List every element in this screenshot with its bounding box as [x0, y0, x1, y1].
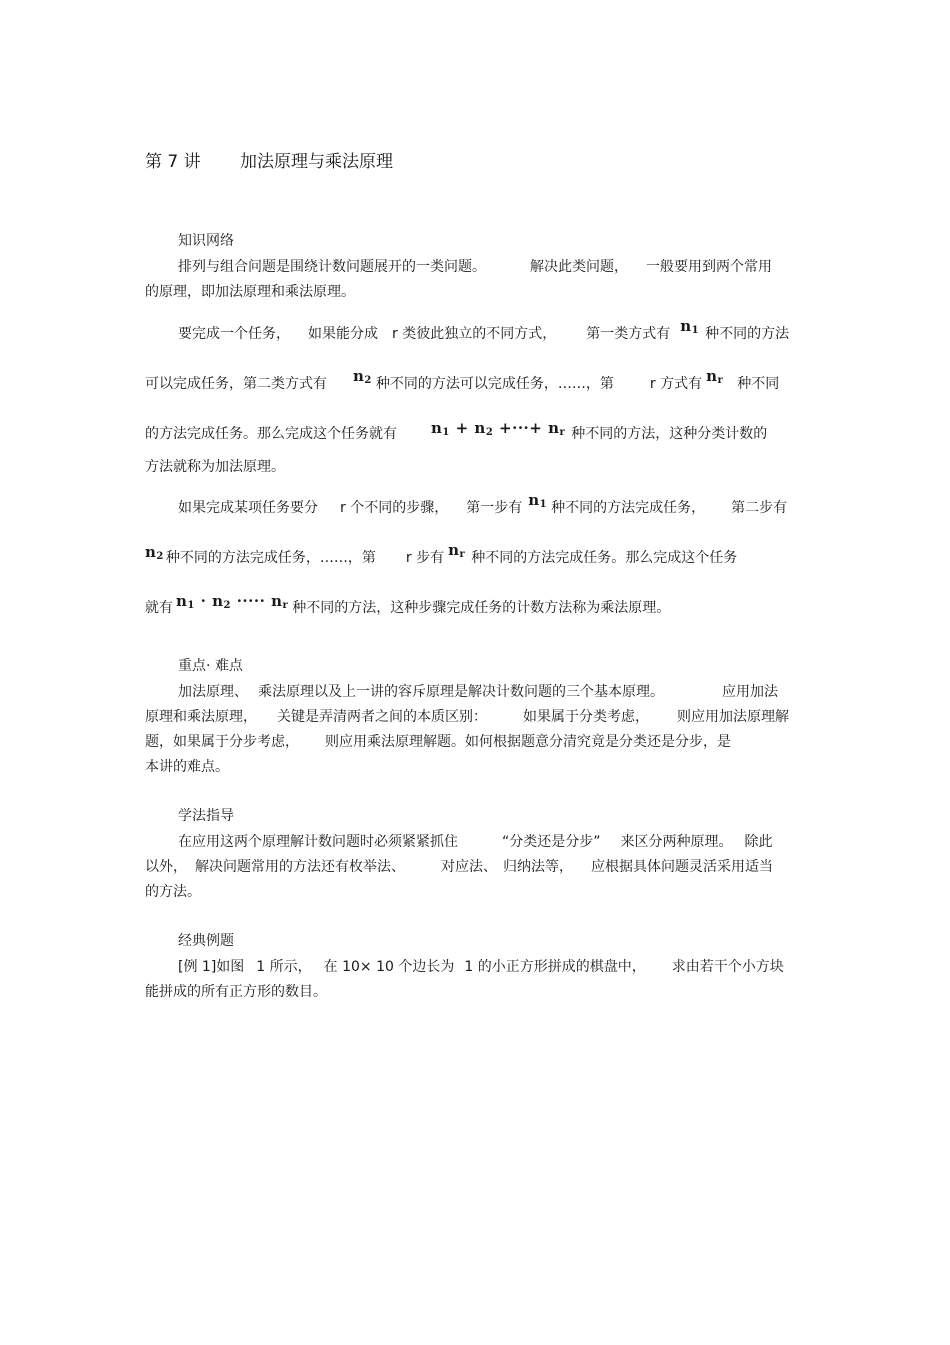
formula-sum: n1 + n2 +···+ nr: [431, 419, 566, 438]
network-p2-line4: 方法就称为加法原理。: [145, 459, 285, 475]
page-title: 加法原理与乘法原理: [240, 152, 393, 172]
formula-n2: n2: [353, 367, 372, 386]
network-p2-line1: 要完成一个任务， 如果能分成 r 类彼此独立的不同方式， 第一类方式有 n1 种不同的方法: [178, 317, 790, 342]
method-line3: 的方法。: [145, 884, 201, 900]
formula-n1-step: n1: [528, 491, 548, 510]
network-p2-line3: 的方法完成任务。那么完成这个任务就有 n1 + n2 +···+ nr 种不同的方法，这种分类计数的: [145, 419, 768, 442]
network-p1-line1: 排列与组合问题是围绕计数问题展开的一类问题。 解决此类问题， 一般要用到两个常用: [178, 259, 772, 275]
formula-n1: n1: [680, 317, 700, 336]
network-p3-line1: 如果完成某项任务要分 r 个不同的步骤， 第一步有 n1 种不同的方法完成任务， 第二步有: [178, 491, 788, 516]
network-p3-line3: 就有 n1 · n2 ····· nr 种不同的方法，这种步骤完成任务的计数方法称为乘法原理。: [145, 592, 671, 616]
key-line4: 本讲的难点。: [145, 759, 229, 775]
lecture-number: 第 7 讲: [145, 152, 201, 172]
method-line2: 以外， 解决问题常用的方法还有枚举法、 对应法、 归纳法等， 应根据具体问题灵活采用适当: [145, 859, 773, 875]
formula-product: n1 · n2 ····· nr: [176, 592, 289, 611]
key-line2: 原理和乘法原理， 关键是弄清两者之间的本质区别： 如果属于分类考虑， 则应用加法原理解: [145, 709, 789, 725]
network-p1-line2: 的原理，即加法原理和乘法原理。: [145, 284, 355, 300]
key-line1: 加法原理、 乘法原理以及上一讲的容斥原理是解决计数问题的三个基本原理。 应用加法: [178, 684, 778, 700]
example1-line1: [例 1]如图 1 所示， 在 10× 10 个边长为 1 的小正方形拼成的棋盘中， 求由若干个小方块: [178, 959, 784, 975]
section-heading-network: 知识网络: [178, 233, 234, 249]
example1-line2: 能拼成的所有正方形的数目。: [145, 984, 327, 1000]
section-heading-key: 重点· 难点: [178, 658, 243, 674]
method-line1: 在应用这两个原理解计数问题时必须紧紧抓住 “分类还是分步” 来区分两种原理。 除此: [178, 834, 773, 850]
section-heading-method: 学法指导: [178, 808, 234, 824]
network-p2-line2: 可以完成任务，第二类方式有 n2 种不同的方法可以完成任务，……，第 r 方式有 nr 种不同: [145, 367, 780, 392]
formula-nr-step: nr: [448, 541, 466, 560]
formula-nr: nr: [706, 367, 724, 386]
network-p3-line2: n2 种不同的方法完成任务，……，第 r 步有 nr 种不同的方法完成任务。那么完成这个任务: [145, 541, 738, 566]
key-line3: 题，如果属于分步考虑， 则应用乘法原理解题。如何根据题意分清究竟是分类还是分步，是: [145, 734, 731, 750]
formula-n2-step: n2: [145, 543, 164, 562]
section-heading-examples: 经典例题: [178, 933, 234, 949]
